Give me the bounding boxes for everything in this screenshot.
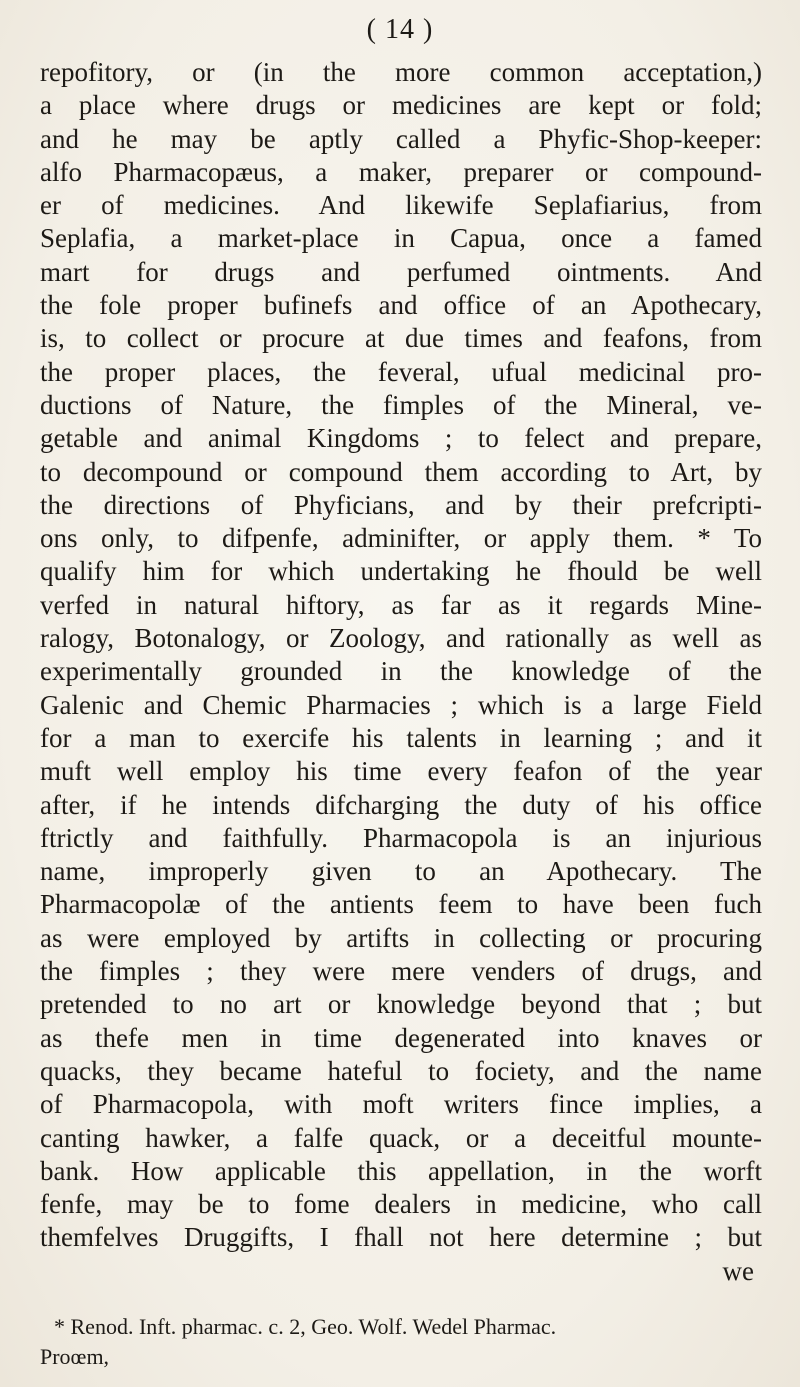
text-line: muft well employ his time every feafon of the year [40,756,762,787]
text-line: to decompound or compound them according to Art, by [40,456,762,487]
text-line: is, to collect or procure at due times and feafons, from [40,323,762,354]
footnote [40,1312,762,1372]
text-line: verfed in natural hiftory, as far as it regards Mine- [40,589,762,620]
text-line: fenfe, may be to fome dealers in medicine, who call [40,1189,762,1220]
page-number: ( 14 ) [366,14,434,45]
text-line: ons only, to difpenfe, adminifter, or apply them. * To [40,523,762,554]
body-text [40,56,762,1288]
footnote-line: Proœm, [40,1344,110,1369]
text-line: Galenic and Chemic Pharmacies ; which is a large Field [40,689,762,720]
text-line: canting hawker, a falfe quack, or a deceitful mounte- [40,1122,762,1153]
text-line: as thefe men in time degenerated into knaves or [40,1022,762,1053]
text-line: mart for drugs and perfumed ointments. And [40,256,762,287]
text-line: name, improperly given to an Apothecary. The [40,856,762,887]
text-line: qualify him for which undertaking he fhould be well [40,556,762,587]
text-line: Seplafia, a market-place in Capua, once a famed [40,223,762,254]
text-line: er of medicines. And likewife Seplafiarius, from [40,190,762,221]
text-line: quacks, they became hateful to fociety, and the name [40,1055,762,1086]
text-line: getable and animal Kingdoms ; to felect and prepare, [40,423,762,454]
text-line: for a man to exercife his talents in learning ; and it [40,722,762,753]
text-line: themfelves Druggifts, I fhall not here determine ; but [40,1222,762,1253]
text-line: the fimples ; they were mere venders of drugs, and [40,956,762,987]
footnote-line: * Renod. Inft. pharmac. c. 2, Geo. Wolf. Wedel Pharmac. [54,1314,557,1339]
text-line: alfo Pharmacopæus, a maker, preparer or compound- [40,156,762,187]
text-line: the directions of Phyficians, and by their prefcripti- [40,489,762,520]
text-line: after, if he intends difcharging the duty of his office [40,789,762,820]
text-line: ftrictly and faithfully. Pharmacopola is an injurious [40,822,762,853]
text-line: Pharmacopolæ of the antients feem to have been fuch [40,889,762,920]
text-line: repofitory, or (in the more common acceptation,) [40,57,762,87]
text-line: and he may be aptly called a Phyfic-Shop-keeper: [40,123,762,154]
text-line: pretended to no art or knowledge beyond that ; but [40,989,762,1020]
text-line: experimentally grounded in the knowledge of the [40,656,762,687]
text-line: ralogy, Botonalogy, or Zoology, and rationally as well as [40,623,762,654]
catchword: we [722,1255,754,1286]
text-line: the proper places, the feveral, ufual medicinal pro- [40,356,762,387]
text-line: a place where drugs or medicines are kept or fold; [40,90,762,121]
text-line: the fole proper bufinefs and office of an Apothecary, [40,290,762,321]
text-line: ductions of Nature, the fimples of the Mineral, ve- [40,389,762,420]
text-line: of Pharmacopola, with moft writers fince implies, a [40,1089,762,1120]
text-line: as were employed by artifts in collecting or procuring [40,922,762,953]
text-line: bank. How applicable this appellation, in the worft [40,1155,762,1186]
